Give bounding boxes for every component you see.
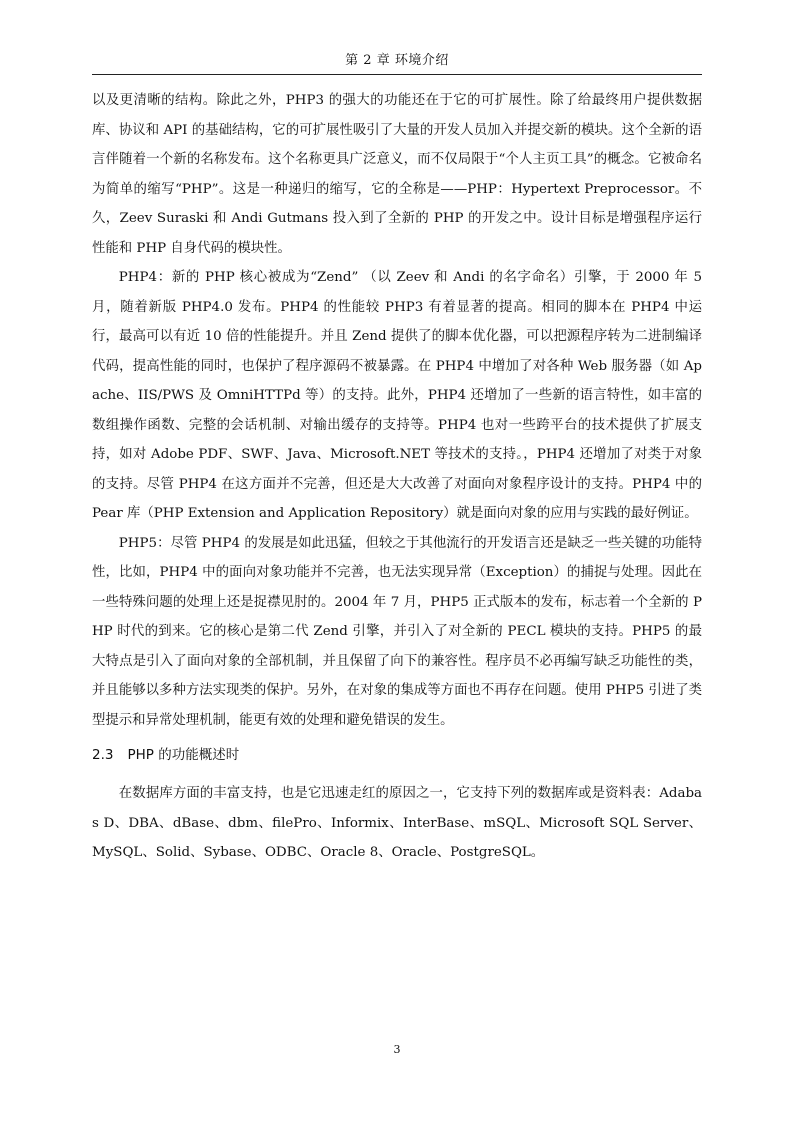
- section-title: PHP 的功能概述时: [127, 747, 240, 763]
- running-header: 第 2 章 环境介绍: [345, 53, 449, 68]
- page-number: 3: [393, 1043, 401, 1056]
- section-number: 2.3: [92, 747, 114, 763]
- paragraph-database-support: 在数据库方面的丰富支持，也是它迅速走红的原因之一，它支持下列的数据库或是资料表：Adabas D、DBA、dBase、dbm、filePro、Informix、InterBase、mSQL、Microsoft SQL Server、MySQL、Solid、Sybase、ODBC、Oracle 8、Oracle、PostgreSQL。: [92, 786, 702, 860]
- paragraph-php3-continued: 以及更清晰的结构。除此之外，PHP3 的强大的功能还在于它的可扩展性。除了给最终用户提供数据库、协议和 API 的基础结构，它的可扩展性吸引了大量的开发人员加入并提交新的模块。这个全新的语言伴随着一个新的名称发布。这个名称更具广泛意义，而不仅局限于“个人主页工具”的概念。它被命名为简单的缩写“PHP”。这是一种递归的缩写，它的全称是——PHP：Hypertext Preprocessor。不久，Zeev Suraski 和 Andi Gutmans 投入到了全新的 PHP 的开发之中。设计目标是增强程序运行性能和 PHP 自身代码的模块性。: [92, 93, 702, 256]
- paragraph-php5: PHP5：尽管 PHP4 的发展是如此迅猛，但较之于其他流行的开发语言还是缺乏一些关键的功能特性，比如，PHP4 中的面向对象功能并不完善，也无法实现异常（Exception）的捕捉与处理。因此在一些特殊问题的处理上还是捉襟见肘的。2004 年 7 月，PHP5 正式版本的发布，标志着一个全新的 PHP 时代的到来。它的核心是第二代 Zend 引擎，并引入了对全新的 PECL 模块的支持。PHP5 的最大特点是引入了面向对象的全部机制，并且保留了向下的兼容性。程序员不必再编写缺乏功能性的类，并且能够以多种方法实现类的保护。另外，在对象的集成等方面也不再存在问题。使用 PHP5 引进了类型提示和异常处理机制，能更有效的处理和避免错误的发生。: [92, 535, 702, 728]
- header-divider: [92, 74, 702, 75]
- page-body: [92, 86, 702, 868]
- section-heading: [92, 744, 702, 766]
- paragraph-php4: PHP4：新的 PHP 核心被成为“Zend” （以 Zeev 和 Andi 的名字命名）引擎，于 2000 年 5 月，随着新版 PHP4.0 发布。PHP4 的性能较 PHP3 有着显著的提高。相同的脚本在 PHP4 中运行，最高可以有近 10 倍的性能提升。并且 Zend 提供了的脚本优化器，可以把源程序转为二进制编译代码，提高性能的同时，也保护了程序源码不被暴露。在 PHP4 中增加了对各种 Web 服务器（如 Apache、IIS/PWS 及 OmniHTTPd 等）的支持。此外，PHP4 还增加了一些新的语言特性，如丰富的数组操作函数、完整的会话机制、对输出缓存的支持等。PHP4 也对一些跨平台的技术提供了扩展支持，如对 Adobe PDF、SWF、Java、Microsoft.NET 等技术的支持。，PHP4 还增加了对类于对象的支持。尽管 PHP4 在这方面并不完善，但还是大大改善了对面向对象程序设计的支持。PHP4 中的 Pear 库（PHP Extension and Application Repository）就是面向对象的应用与实践的最好例证。: [92, 270, 702, 521]
